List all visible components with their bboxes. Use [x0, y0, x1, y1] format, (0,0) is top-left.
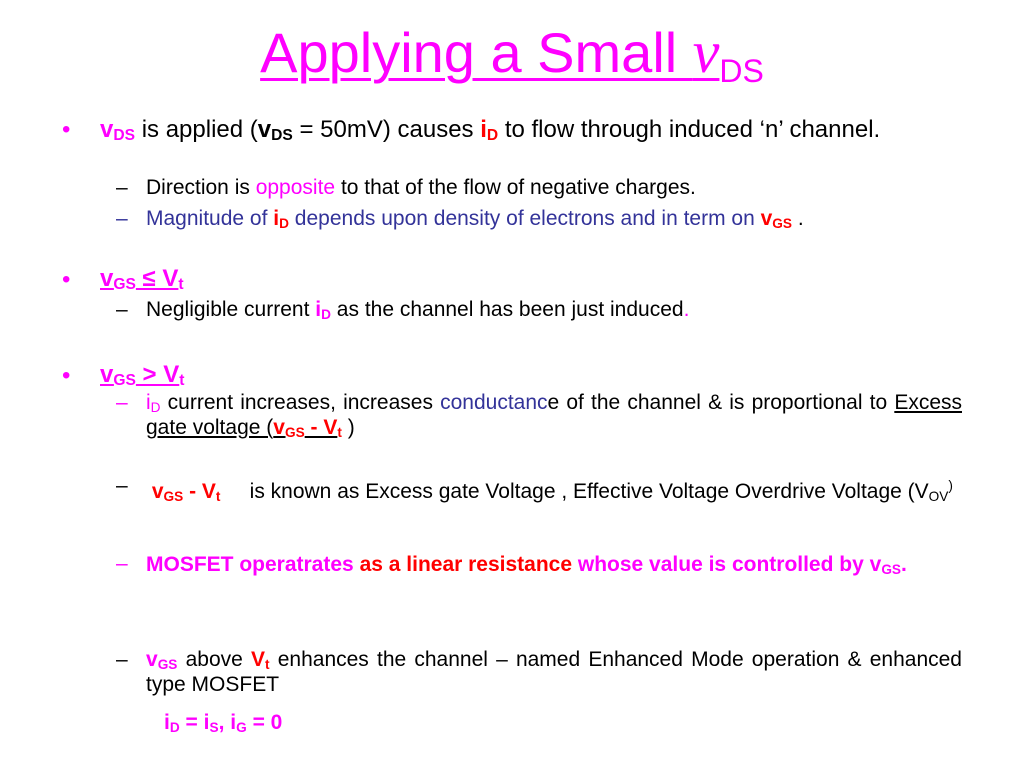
- title-nu-symbol: ν: [692, 19, 720, 85]
- title-subscript: DS: [719, 53, 764, 89]
- title-text: Applying a Small: [260, 21, 693, 84]
- current-equation: $i_D = i_S$, $i_G = 0$: [164, 711, 283, 735]
- sub-bullet-magnitude: Magnitude of $i_D$ depends upon density of electrons and in term on $v_{GS}$ .: [146, 207, 804, 231]
- dash-marker: –: [116, 298, 128, 321]
- bullet-marker: •: [62, 116, 71, 143]
- sub-bullet-excess-gate-voltage: $v_{GS} - V_t$ is known as Excess gate Voltage , Effective Voltage Overdrive Voltage ($V_{OV}^)$: [151, 478, 953, 504]
- dash-marker: –: [116, 474, 128, 497]
- dash-marker: –: [116, 207, 128, 230]
- sub-bullet-linear-resistance: MOSFET operatrates as a linear resistance whose value is controlled by $v_{GS}$.: [146, 553, 907, 577]
- dash-marker: –: [116, 552, 128, 575]
- sub-bullet-direction: Direction is opposite to that of the flow of negative charges.: [146, 176, 696, 199]
- bullet-marker: •: [62, 266, 71, 293]
- sub-bullet-enhanced-mode: $v_{GS}$ above $V_t$ enhances the channel – named Enhanced Mode operation & enhanced type MOSFET: [146, 648, 962, 696]
- dash-marker: –: [116, 391, 128, 414]
- dash-marker: –: [116, 648, 128, 671]
- bullet-vgs-le-vt: $v_{GS} \le V_t$: [100, 265, 184, 293]
- sub-bullet-current-increases: $i_D$ current increases, increases conductance of the channel & is proportional to Excess gate voltage ($v_{GS} - V_t$ ): [146, 391, 962, 440]
- bullet-vgs-gt-vt: $v_{GS} > V_t$: [100, 361, 185, 389]
- sub-bullet-negligible-current: Negligible current $i_D$ as the channel has been just induced.: [146, 298, 690, 322]
- bullet-vds-applied: $v_{DS}$ is applied $(v_{DS} = 50mV)$ causes $i_D$ to flow through induced ‘n’ channel.: [100, 116, 881, 144]
- dash-marker: –: [116, 176, 128, 199]
- bullet-marker: •: [62, 362, 71, 389]
- slide-title: [0, 19, 1024, 89]
